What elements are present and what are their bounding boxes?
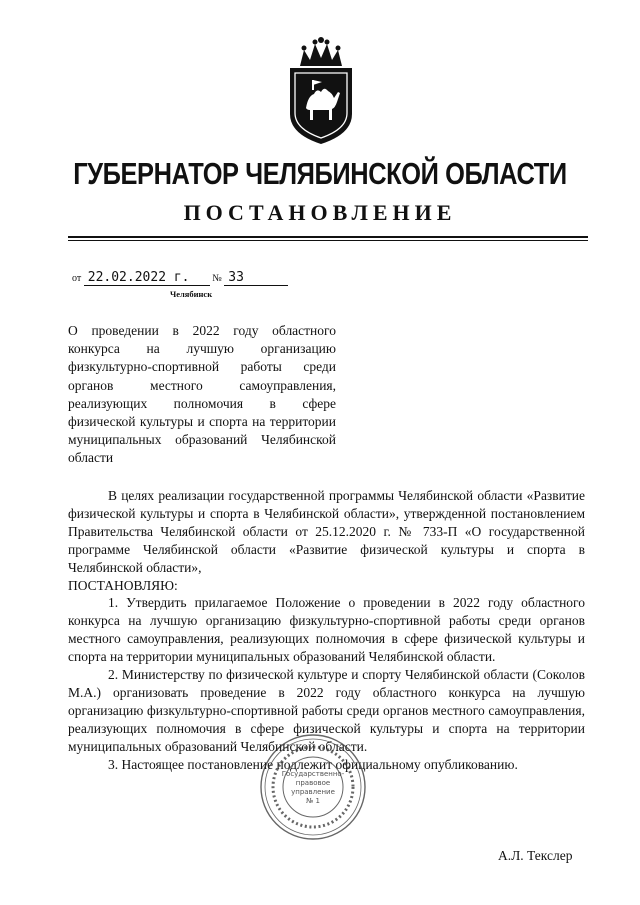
official-seal-stamp <box>258 732 368 842</box>
number-prefix: № <box>212 273 222 284</box>
header-rule-thick <box>68 236 588 238</box>
city-label: Челябинск <box>170 289 213 299</box>
document-number: 33 <box>224 270 288 286</box>
coat-of-arms-emblem <box>282 36 360 148</box>
seal-line-1: Государственно- <box>281 770 345 778</box>
decree-item: 3. Настоящее постановление подлежит официальному опубликованию. <box>108 756 518 772</box>
document-subject: О проведении в 2022 году областного конкурса на лучшую организацию физкультурно-спортивной работы среди органов местного самоуправления, реализующих полномочия в сфере физической культуры и спорта на территории муниципальных образований Челябинской области <box>68 323 336 466</box>
date-number-line <box>72 270 288 286</box>
decree-item: 2. Министерству по физической культуре и спорту Челябинской области (Соколов М.А.) организовать проведение в 2022 году областного конкурса на лучшую организацию физкультурно-спортивной работы среди органов местного самоуправления, реализующих полномочия в сфере физической культуры и спорта на территории муниципальных образований Челябинской области. <box>68 667 585 754</box>
preamble-paragraph: В целях реализации государственной программы Челябинской области «Развитие физической культуры и спорта в Челябинской области», утвержденной постановлением Правительства Челябинской области от 25.12.2020 г. № 733-П «О государственной программе Челябинской области «Развитие физической культуры и спорта в Челябинской области», <box>68 488 585 575</box>
header-rule-thin <box>68 240 588 241</box>
issuer-title: ГУБЕРНАТОР ЧЕЛЯБИНСКОЙ ОБЛАСТИ <box>73 156 567 191</box>
seal-line-2: правовое <box>295 779 331 787</box>
decree-word: ПОСТАНОВЛЯЮ: <box>68 577 178 593</box>
document-body <box>68 487 585 774</box>
document-date: 22.02.2022 г. <box>84 270 210 286</box>
seal-line-4: № 1 <box>306 797 320 805</box>
date-prefix: от <box>72 273 82 284</box>
signatory-name: А.Л. Текслер <box>498 848 573 863</box>
document-type-title: ПОСТАНОВЛЕНИЕ <box>183 200 457 225</box>
decree-item: 1. Утвердить прилагаемое Положение о проведении в 2022 году областного конкурса на лучшую организацию физкультурно-спортивной работы среди органов местного самоуправления, реализующих полномочия в сфере физической культуры и спорта на территории муниципальных образований Челябинской области. <box>68 595 585 665</box>
seal-line-3: управление <box>291 788 335 796</box>
